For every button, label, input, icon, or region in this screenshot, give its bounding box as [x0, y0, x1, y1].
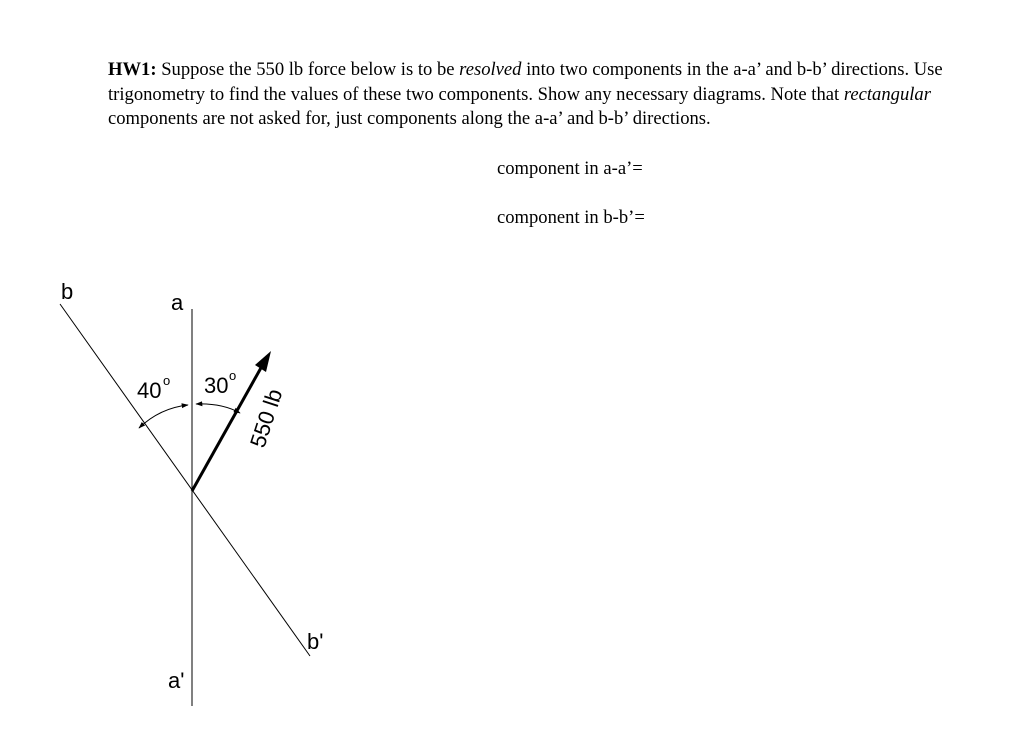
degree-mark-40: o [163, 373, 171, 388]
answer-component-b: component in b-b’= [497, 207, 645, 228]
label-a-prime: a' [168, 668, 185, 693]
label-b-prime: b' [307, 629, 324, 654]
line-b-b-prime [60, 304, 310, 656]
problem-label: HW1: [108, 59, 157, 80]
angle-label-40: 40 [137, 378, 162, 403]
answer-component-a: component in a-a’= [497, 158, 643, 179]
label-a: a [171, 290, 184, 315]
label-b: b [61, 279, 74, 304]
problem-emphasis-rectangular: rectangular [843, 83, 931, 105]
angle-label-30: 30 [204, 373, 229, 398]
angle-arc-40 [139, 405, 188, 428]
problem-text-2: into two components in the a-a’ and b-b’ directions. Use trigonometry to find the values of these two components. Show any necessary diagrams. Note that [108, 59, 943, 105]
degree-mark-30: o [229, 368, 237, 383]
force-arrowhead [255, 351, 271, 372]
problem-text-1: Suppose the 550 lb force below is to be [156, 59, 460, 80]
problem-text-3: components are not asked for, just components along the a-a’ and b-b’ directions. [108, 108, 711, 129]
problem-emphasis-resolved: resolved [459, 59, 522, 80]
force-label: 550 lb [244, 385, 288, 451]
angle-arc-30 [196, 404, 240, 413]
